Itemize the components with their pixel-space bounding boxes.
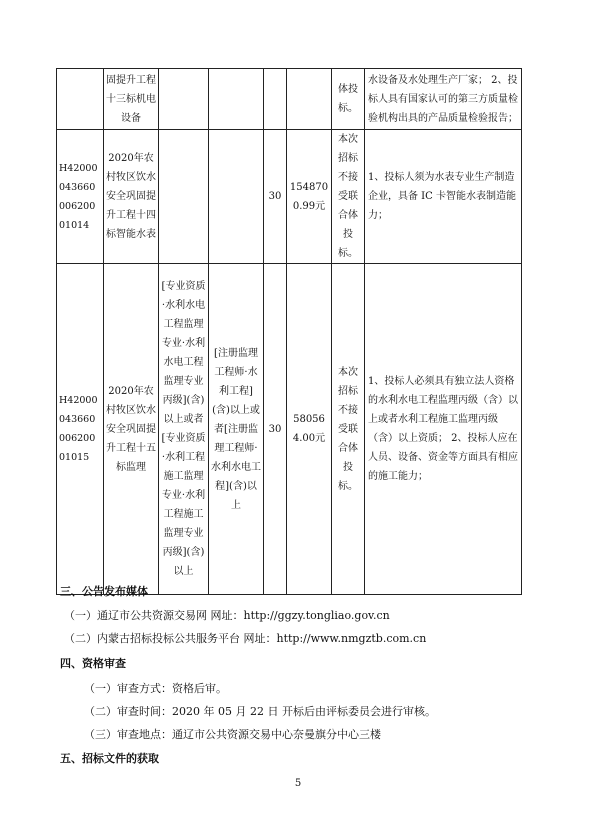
section-5-heading: 五、招标文件的获取	[60, 752, 159, 765]
duration-cell: 30	[264, 264, 287, 595]
amount-cell: 1548700.99元	[287, 130, 332, 264]
page-number: 5	[294, 778, 302, 789]
review-location: （三）审查地点：通辽市公共资源交易中心奈曼旗分中心三楼	[84, 728, 381, 741]
requirement-cell: 1、投标人必须具有独立法人资格的水利水电工程监理丙级（含）以上或者水利工程施工监理丙级（含）以上资质； 2、投标人应在人员、设备、资金等方面具有相应的施工能力；	[365, 264, 522, 595]
bid-sections-table	[56, 68, 522, 595]
personnel-qualification-cell	[209, 130, 264, 264]
review-method: （一）审查方式：资格后审。	[84, 682, 227, 695]
section-code-cell: H4200004366000620001014	[57, 130, 104, 264]
amount-cell: 580564.00元	[287, 264, 332, 595]
table-row	[57, 69, 522, 130]
requirement-cell: 1、投标人须为水表专业生产制造企业，具备 IC 卡智能水表制造能力；	[365, 130, 522, 264]
table-row	[57, 130, 522, 264]
section-name-cell: 固提升工程十三标机电设备	[104, 69, 159, 130]
review-time: （二）审查时间：2020 年 05 月 22 日 开标后由评标委员会进行审核。	[84, 705, 436, 718]
duration-cell	[264, 69, 287, 130]
duration-cell: 30	[264, 130, 287, 264]
section-name-cell: 2020年农村牧区饮水安全巩固提升工程十五标监理	[104, 264, 159, 595]
table-row	[57, 264, 522, 595]
section-3-heading: 三、公告发布媒体	[60, 585, 148, 598]
section-name-cell: 2020年农村牧区饮水安全巩固提升工程十四标智能水表	[104, 130, 159, 264]
personnel-qualification-cell	[209, 69, 264, 130]
joint-bid-cell: 体投标。	[332, 69, 365, 130]
amount-cell	[287, 69, 332, 130]
personnel-qualification-cell: [注册监理工程师·水利工程](含)以上或者[注册监理工程师·水利水电工程](含)以上	[209, 264, 264, 595]
company-qualification-cell	[159, 130, 209, 264]
joint-bid-cell: 本次招标不接受联合体投标。	[332, 130, 365, 264]
section-code-cell: H4200004366000620001015	[57, 264, 104, 595]
company-qualification-cell	[159, 69, 209, 130]
section-4-heading: 四、资格审查	[60, 657, 126, 670]
company-qualification-cell: [专业资质·水利水电工程监理专业·水利水电工程监理专业丙级](含)以上或者[专业资质·水利工程施工监理专业·水利工程施工监理专业丙级](含)以上	[159, 264, 209, 595]
section-code-cell	[57, 69, 104, 130]
media-item-2: （二）内蒙古招标投标公共服务平台 网址：http://www.nmgztb.com.cn	[64, 632, 427, 645]
joint-bid-cell: 本次招标不接受联合体投标。	[332, 264, 365, 595]
requirement-cell: 水设备及水处理生产厂家； 2、投标人具有国家认可的第三方质量检验机构出具的产品质量检验报告；	[365, 69, 522, 130]
media-item-1: （一）通辽市公共资源交易网 网址：http://ggzy.tongliao.gov.cn	[64, 609, 390, 622]
